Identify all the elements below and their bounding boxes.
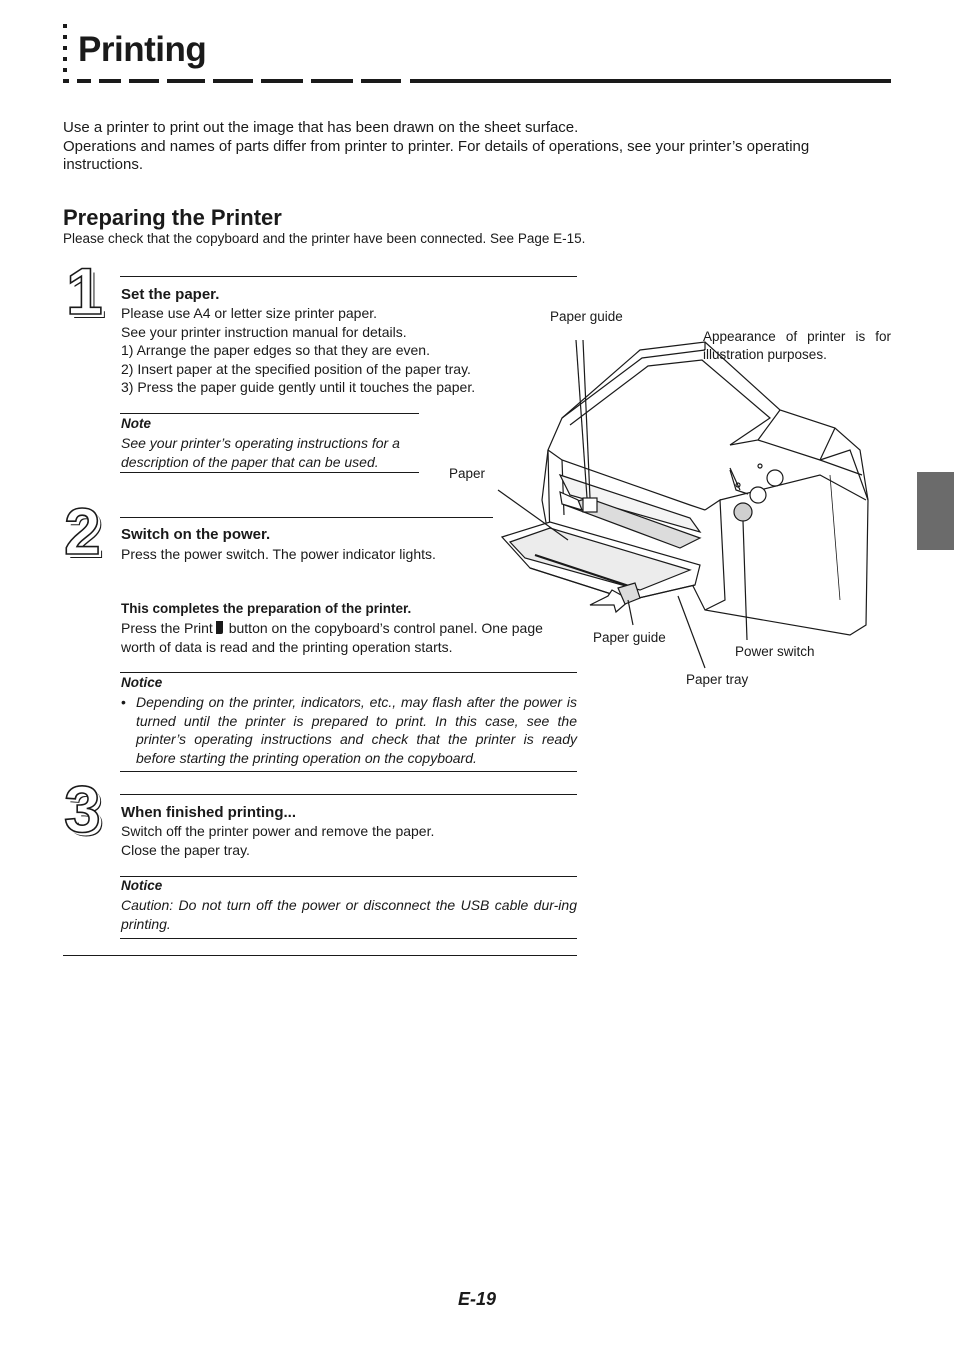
label-paper-tray: Paper tray (686, 672, 749, 687)
note-text: See your printer’s operating instructions for a description of the paper that can be used. (121, 435, 400, 470)
step-2-title: Switch on the power. (121, 526, 271, 543)
step-3-rule (120, 794, 577, 795)
notice-1-bottom-rule (120, 771, 577, 772)
completion-title: This completes the preparation of the printer. (121, 601, 412, 616)
label-power-switch: Power switch (735, 644, 815, 659)
step-2-number: 2 (64, 494, 101, 568)
step-2-rule (120, 517, 493, 518)
notice-2-bottom-rule (120, 938, 577, 939)
section-title: Preparing the Printer (63, 205, 282, 230)
step-1-line: Please use A4 or letter size printer paper. (121, 305, 378, 321)
intro-line-2: Operations and names of parts differ from printer to printer. For details of operations, see your printer’s operating instructions. (63, 137, 810, 173)
notice-1-label: Notice (121, 675, 163, 690)
label-appearance: Appearance of printer is for illustration purposes. (703, 329, 891, 362)
notice-2-label: Notice (121, 878, 163, 893)
step-1-number: 1 (66, 254, 103, 328)
note-top-rule (120, 413, 419, 414)
intro-text (63, 119, 893, 175)
title-decoration-dots (63, 24, 67, 79)
page-number: E-19 (457, 1289, 497, 1309)
step-2-body: Press the power switch. The power indicator lights. (121, 546, 436, 562)
step-1-line: 3) Press the paper guide gently until it touches the paper. (121, 379, 476, 395)
title-dashed-rule (63, 79, 403, 83)
leader-paper-guide-bottom (628, 600, 633, 625)
note-label: Note (121, 416, 151, 431)
label-paper-guide-bottom: Paper guide (593, 630, 666, 645)
step-1-title: Set the paper. (121, 286, 220, 303)
notice-2-text: Caution: Do not turn off the power or disconnect the USB cable dur-ing printing. (121, 897, 577, 932)
step-1-line: 2) Insert paper at the specified position of the paper tray. (121, 360, 471, 377)
notice-1-item: • Depending on the printer, indicators, etc., may flash after the power is turned until the printer is prepared to print. In this case, see the printer’s operating instructions and check that the printer is ready before starting the printing operation on the copyboard. (121, 693, 577, 767)
page-title: Printing (78, 30, 207, 69)
label-paper: Paper (449, 466, 486, 481)
step-3-title: When finished printing... (121, 804, 296, 821)
intro-line-1: Use a printer to print out the image that has been drawn on the sheet surface. (63, 119, 579, 136)
step-1-line: 1) Arrange the paper edges so that they are even. (121, 342, 430, 358)
chapter-side-tab (917, 472, 954, 550)
notice-1-text (121, 693, 577, 767)
step-3-line: Switch off the printer power and remove the paper. (121, 823, 435, 839)
completion-text-before: Press the Print (121, 620, 213, 636)
label-paper-guide-top: Paper guide (550, 309, 623, 324)
note-bottom-rule (120, 472, 419, 473)
completion-text-after: button on the copyboard’s control panel. One page worth of data is read and the printing operation starts. (121, 620, 543, 655)
leader-paper-tray (678, 596, 705, 668)
print-button-icon (216, 621, 223, 634)
step-1-rule (120, 276, 577, 277)
title-solid-rule (410, 79, 891, 83)
step-3-body (121, 822, 521, 859)
step-3-number: 3 (64, 772, 101, 846)
step-1-body (121, 304, 521, 397)
step-3-line: Close the paper tray. (121, 841, 250, 858)
section-end-rule (63, 955, 577, 956)
step-1-line: See your printer instruction manual for details. (121, 323, 407, 340)
notice-2-top-rule (120, 876, 577, 877)
power-switch-button (734, 503, 752, 521)
section-subtitle: Please check that the copyboard and the printer have been connected. See Page E-15. (63, 231, 586, 246)
paper-guide-top-part (583, 498, 597, 512)
